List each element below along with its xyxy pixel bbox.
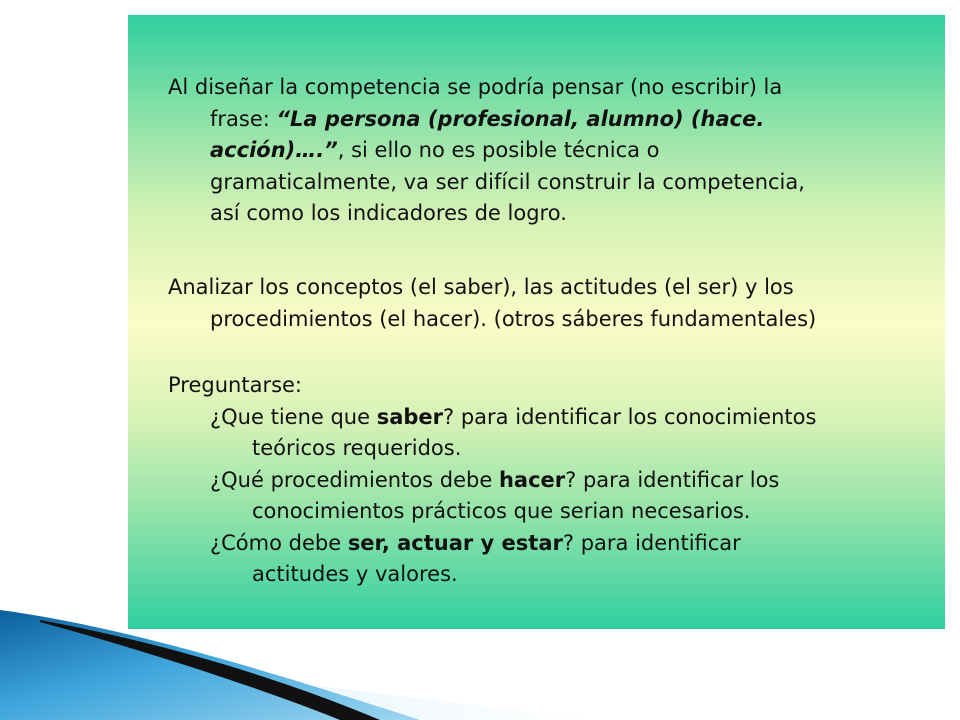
question-continuation: actitudes y valores. xyxy=(252,562,458,586)
text-run: ? para identificar xyxy=(562,530,741,555)
paragraph-analyze xyxy=(168,272,816,335)
paragraph-questions xyxy=(168,370,816,591)
text-run: ? para identificar los conocimientos xyxy=(443,404,817,429)
question-continuation: teóricos requeridos. xyxy=(252,436,462,460)
text-line: gramaticalmente, va ser difícil construir la competencia, xyxy=(210,169,805,194)
text-run: ¿Qué procedimientos debe xyxy=(210,467,499,492)
text-line: procedimientos (el hacer). (otros sáberes fundamentales) xyxy=(210,306,817,331)
text-line xyxy=(168,135,805,167)
emphasis-quote: “La persona (profesional, alumno) (hace. xyxy=(276,106,765,131)
questions-heading: Preguntarse: xyxy=(168,373,303,397)
question-line xyxy=(168,465,816,497)
decorative-swoosh xyxy=(0,590,600,720)
text-run: ¿Cómo debe xyxy=(210,530,348,555)
text-run: , si ello no es posible técnica o xyxy=(337,138,660,162)
text-run: frase: xyxy=(210,106,277,131)
text-line: Analizar los conceptos (el saber), las actitudes (el ser) y los xyxy=(168,275,794,299)
paragraph-design xyxy=(168,72,805,230)
bold-term: saber xyxy=(376,404,444,429)
emphasis-quote: acción)….” xyxy=(210,138,338,162)
bold-term: hacer xyxy=(498,467,566,492)
bold-term: ser, actuar y estar xyxy=(347,530,563,555)
question-line xyxy=(168,528,816,560)
question-continuation: conocimientos prácticos que serian necesarios. xyxy=(252,499,751,523)
question-line xyxy=(168,402,816,434)
text-line: así como los indicadores de logro. xyxy=(210,201,567,225)
text-run: ¿Que tiene que xyxy=(210,404,377,429)
text-run: ? para identificar los xyxy=(565,467,780,492)
text-line: Al diseñar la competencia se podría pensar (no escribir) la xyxy=(168,75,783,99)
text-line xyxy=(168,104,805,136)
